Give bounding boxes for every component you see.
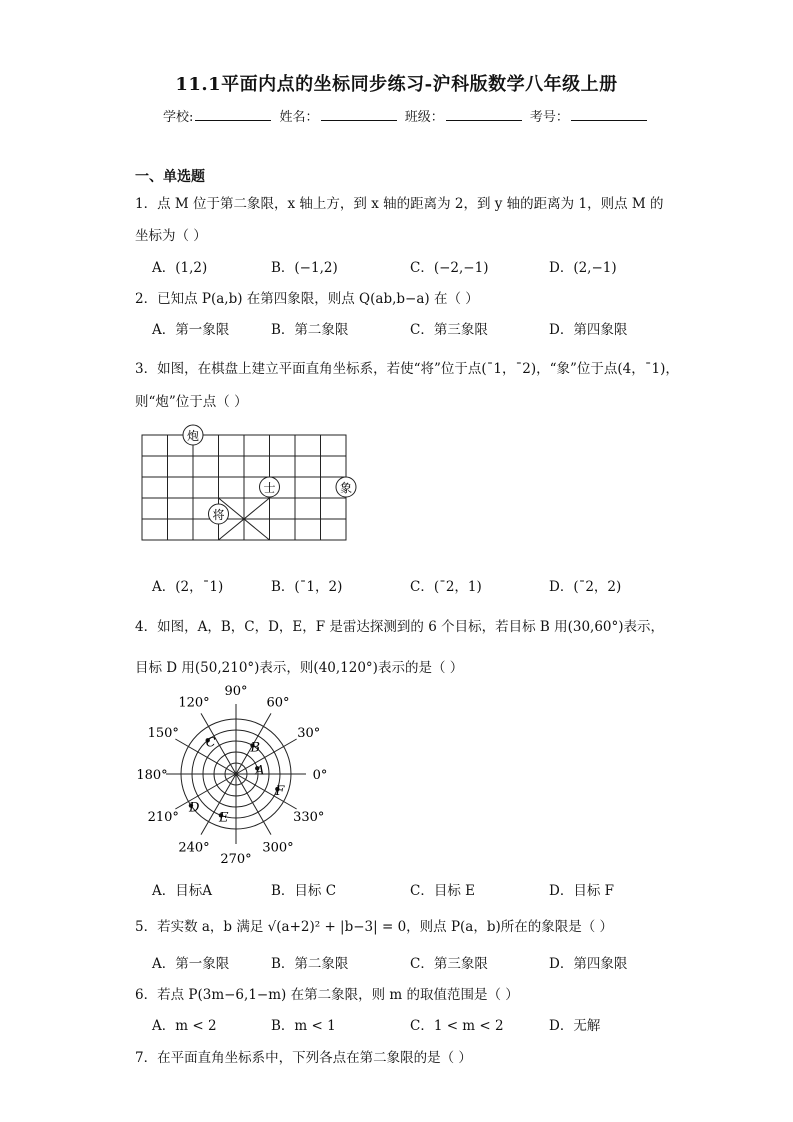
angle-label-30: 30° [297,726,321,741]
exam-no-blank[interactable] [571,108,647,121]
target-label-D: D [188,800,200,816]
q3-option-d[interactable]: D．(¯2，2) [549,579,622,595]
q1-stem-line2: 坐标为（ ） [135,228,207,244]
q6-option-a[interactable]: A．m < 2 [152,1018,217,1034]
radar-figure [128,682,348,867]
q3-stem-line1: 3．如图，在棋盘上建立平面直角坐标系，若使“将”位于点(¯1，¯2)，“象”位于点(4，¯1)， [135,361,679,377]
radar-targets [188,735,285,825]
angle-label-180: 180° [136,768,168,783]
angle-label-120: 120° [178,695,210,711]
name-label: 姓名： [279,110,319,125]
name-blank[interactable] [321,108,397,121]
q1-option-a[interactable]: A．(1,2) [152,260,208,276]
q3-stem-line2: 则“炮”位于点（ ） [135,394,248,410]
target-label-E: E [218,810,229,826]
class-label: 班级： [404,110,444,125]
section-heading: 一、单选题 [135,169,205,185]
xiang-label: 象 [339,481,353,495]
piece-pao [183,425,203,445]
q5-option-d[interactable]: D．第四象限 [549,956,628,972]
target-label-B: B [250,740,261,756]
target-label-C: C [205,735,216,751]
q6-option-b[interactable]: B．m < 1 [271,1018,336,1034]
q5-option-c[interactable]: C．第三象限 [410,956,488,972]
piece-jiang [209,504,229,524]
radar-rays [166,704,306,844]
jiang-label: 将 [212,508,225,522]
exam-no-label: 考号： [529,110,569,125]
angle-label-270: 270° [220,852,252,867]
radar-ray-300 [236,774,271,835]
class-blank[interactable] [446,108,522,121]
chessboard-grid [142,435,346,540]
q2-option-b[interactable]: B．第二象限 [271,322,349,338]
target-A [254,763,264,778]
pao-label: 炮 [186,429,200,443]
q4-option-d[interactable]: D．目标 F [549,883,614,899]
piece-shi [260,477,280,497]
q1-option-c[interactable]: C．(−2,−1) [410,260,489,276]
target-C [206,735,216,750]
target-label-A: A [255,763,265,779]
radar-angle-labels [136,684,327,867]
target-F [274,784,285,799]
angle-label-150: 150° [147,726,179,741]
q3-option-c[interactable]: C．(¯2，1) [410,579,482,595]
q4-stem-line2: 目标 D 用(50,210°)表示，则(40,120°)表示的是（ ） [135,660,464,676]
q6-option-c[interactable]: C．1 < m < 2 [410,1018,504,1034]
q6-option-d[interactable]: D．无解 [549,1018,601,1034]
q6-stem: 6．若点 P(3m−6,1−m) 在第二象限，则 m 的取值范围是（ ） [135,987,519,1003]
q4-option-c[interactable]: C．目标 E [410,883,475,899]
q1-option-b[interactable]: B．(−1,2) [271,260,338,276]
q3-option-b[interactable]: B．(¯1，2) [271,579,343,595]
q1-stem-line1: 1．点 M 位于第二象限，x 轴上方，到 x 轴的距离为 2，到 y 轴的距离为 1，则点 M 的 [135,196,664,212]
shi-label: 士 [263,481,276,495]
angle-label-0: 0° [312,768,328,783]
page-title: 11.1平面内点的坐标同步练习-沪科版数学八年级上册 [175,74,618,95]
angle-label-240: 240° [178,840,210,856]
q1-option-d[interactable]: D．(2,−1) [549,260,617,276]
angle-label-300: 300° [262,840,294,856]
angle-label-330: 330° [293,810,325,825]
q7-stem: 7．在平面直角坐标系中，下列各点在第二象限的是（ ） [135,1050,472,1066]
radar-ray-330 [236,774,297,809]
q2-option-c[interactable]: C．第三象限 [410,322,488,338]
q2-option-d[interactable]: D．第四象限 [549,322,628,338]
radar-ray-30 [236,739,297,774]
angle-label-210: 210° [147,810,179,825]
q3-option-a[interactable]: A．(2，¯1) [152,579,224,595]
school-label: 学校: [163,110,194,125]
target-E [218,810,229,825]
radar-ray-240 [201,774,236,835]
angle-label-90: 90° [224,684,248,699]
q4-option-a[interactable]: A．目标A [152,883,212,899]
student-info-row [163,106,651,125]
target-label-F: F [275,784,285,800]
target-D [188,801,200,816]
q2-stem: 2．已知点 P(a,b) 在第四象限，则点 Q(ab,b−a) 在（ ） [135,291,479,307]
q4-stem-line1: 4．如图，A，B，C，D，E，F 是雷达探测到的 6 个目标，若目标 B 用(30,60°)表示， [135,619,665,635]
piece-xiang [336,477,356,497]
target-B [250,740,261,755]
q2-option-a[interactable]: A．第一象限 [152,322,230,338]
q5-stem: 5．若实数 a，b 满足 √(a+2)² + |b−3| = 0，则点 P(a，b)所在的象限是（ ） [135,919,614,935]
q5-option-a[interactable]: A．第一象限 [152,956,230,972]
chessboard-figure [135,420,365,550]
angle-label-60: 60° [266,695,290,711]
q4-option-b[interactable]: B．目标 C [271,883,337,899]
q5-option-b[interactable]: B．第二象限 [271,956,349,972]
radar-ray-210 [175,774,236,809]
school-blank[interactable] [195,108,271,121]
